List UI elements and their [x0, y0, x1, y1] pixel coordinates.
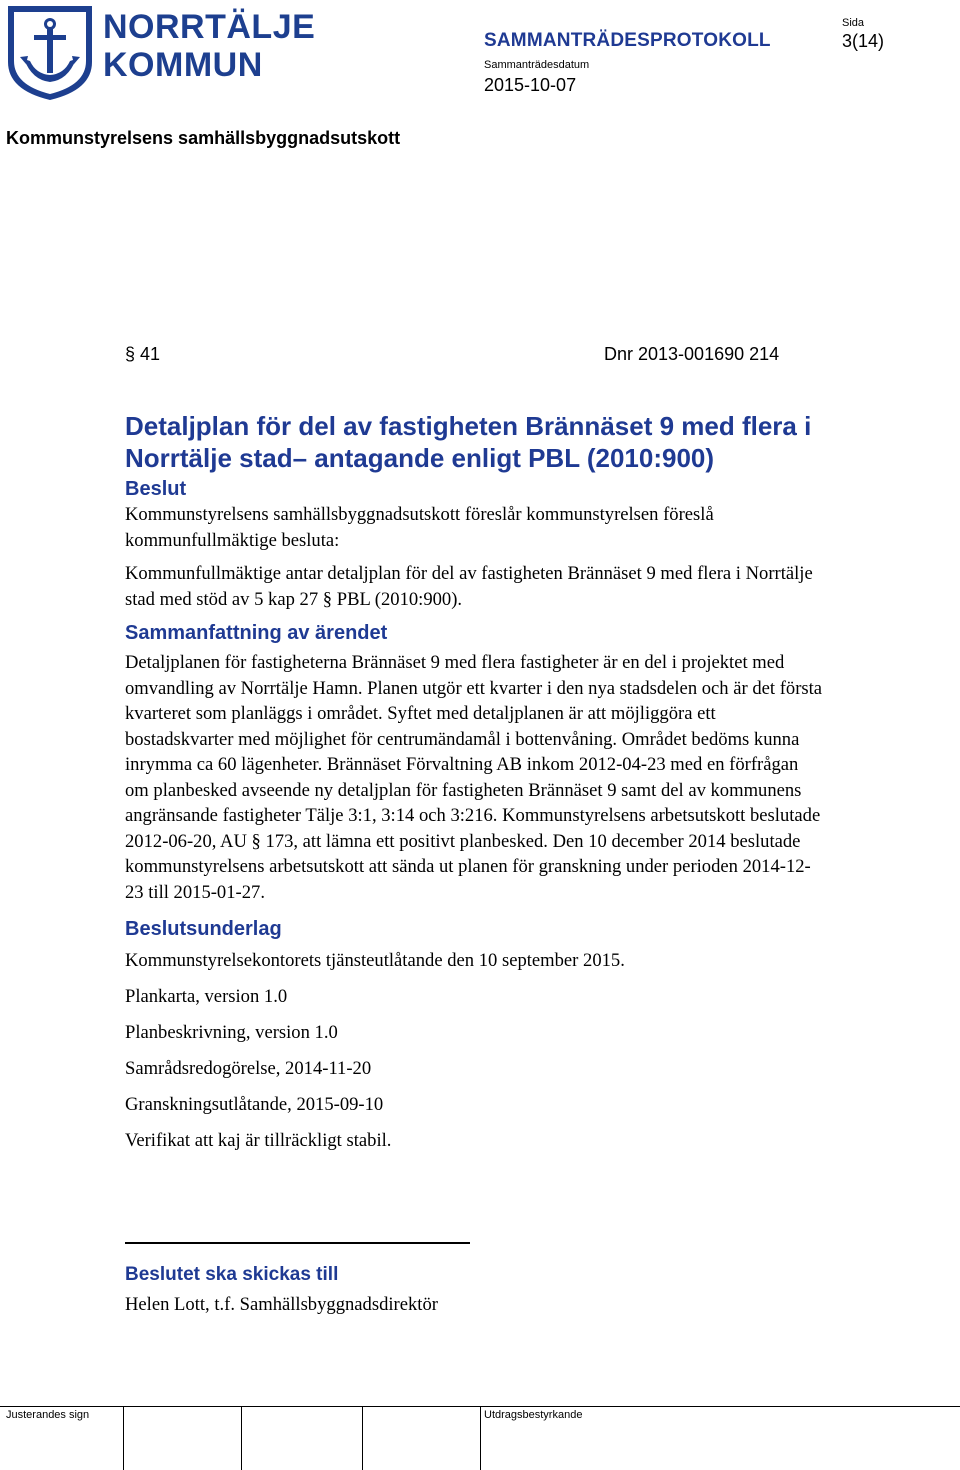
beslut-decision: Kommunfullmäktige antar detaljplan för del av fastigheten Brännäset 9 med flera i Norrtälje stad med stöd av 5 kap 27 § PBL (2010:900). — [125, 563, 813, 610]
heading-summary: Sammanfattning av ärendet — [125, 622, 388, 644]
signature-box-divider — [362, 1406, 363, 1470]
recipient: Helen Lott, t.f. Samhällsbyggnadsdirektör — [125, 1294, 438, 1315]
beslut-intro: Kommunstyrelsens samhällsbyggnadsutskott föreslår kommunstyrelsen föreslå kommunfullmäktige besluta: — [125, 504, 714, 551]
paragraph-number: § 41 — [125, 344, 161, 364]
heading-beslut: Beslut — [125, 478, 187, 500]
heading-beslutsunderlag: Beslutsunderlag — [125, 918, 282, 940]
logo-text-line1: NORRTÄLJE — [103, 8, 316, 46]
underlag-item: Verifikat att kaj är tillräckligt stabil. — [125, 1130, 392, 1151]
dnr-number: Dnr 2013-001690 214 — [604, 344, 780, 364]
signature-box-divider — [123, 1406, 124, 1470]
underlag-item: Plankarta, version 1.0 — [125, 986, 288, 1007]
heading-send-to: Beslutet ska skickas till — [125, 1264, 339, 1285]
document-body — [125, 410, 825, 1164]
underlag-item: Kommunstyrelsekontorets tjänsteutlåtande den 10 september 2015. — [125, 950, 625, 971]
page-title: Detaljplan för del av fastigheten Brännäset 9 med flera i Norrtälje stad– antagande enligt PBL (2010:900) — [125, 411, 812, 473]
signature-box-divider — [480, 1406, 481, 1470]
underlag-item: Granskningsutlåtande, 2015-09-10 — [125, 1094, 384, 1115]
logo-text-line2: KOMMUN — [103, 46, 263, 84]
sign-label: Justerandes sign — [6, 1409, 90, 1421]
meeting-date: 2015-10-07 — [484, 75, 577, 95]
committee-name: Kommunstyrelsens samhällsbyggnadsutskott — [6, 128, 401, 148]
municipality-logo — [6, 4, 316, 102]
underlag-item: Samrådsredogörelse, 2014-11-20 — [125, 1058, 372, 1079]
divider-line — [125, 1242, 470, 1244]
page-label: Sida — [842, 17, 865, 29]
meeting-date-label: Sammanträdesdatum — [484, 59, 590, 71]
signature-footer — [0, 1406, 960, 1470]
protocol-title: SAMMANTRÄDESPROTOKOLL — [484, 30, 771, 51]
underlag-item: Planbeskrivning, version 1.0 — [125, 1022, 338, 1043]
extract-label: Utdragsbestyrkande — [484, 1409, 583, 1421]
signature-box-divider — [241, 1406, 242, 1470]
summary-text: Detaljplanen för fastigheterna Brännäset 9 med flera fastigheter är en del i projektet med omvandling av Norrtälje Hamn. Planen utgör ett kvarter i den nya stadsdelen och är det första kvarteret som planläggs i området. Syftet med detaljplanen är att möjliggöra ett bostadskvarter med möjlighet för centrumändamål i bottenvåning. Området bedöms kunna inrymma ca 60 lägenheter. Brännäset Förvaltning AB inkom 2012-04-23 med en förfrågan om planbesked avseende ny detaljplan för fastigheten Brännäset 9 samt del av kommunens angränsande fastigheter Tälje 3:1, 3:14 och 3:216. Kommunstyrelsens arbetsutskott beslutade 2012-06-20, AU § 173, att lämna ett positivt planbesked. Den 10 december 2014 beslutade kommunstyrelsens arbetsutskott att sända ut planen för granskning under perioden 2014-12-23 till 2015-01-27. — [125, 652, 823, 903]
page-number: 3(14) — [842, 31, 885, 51]
